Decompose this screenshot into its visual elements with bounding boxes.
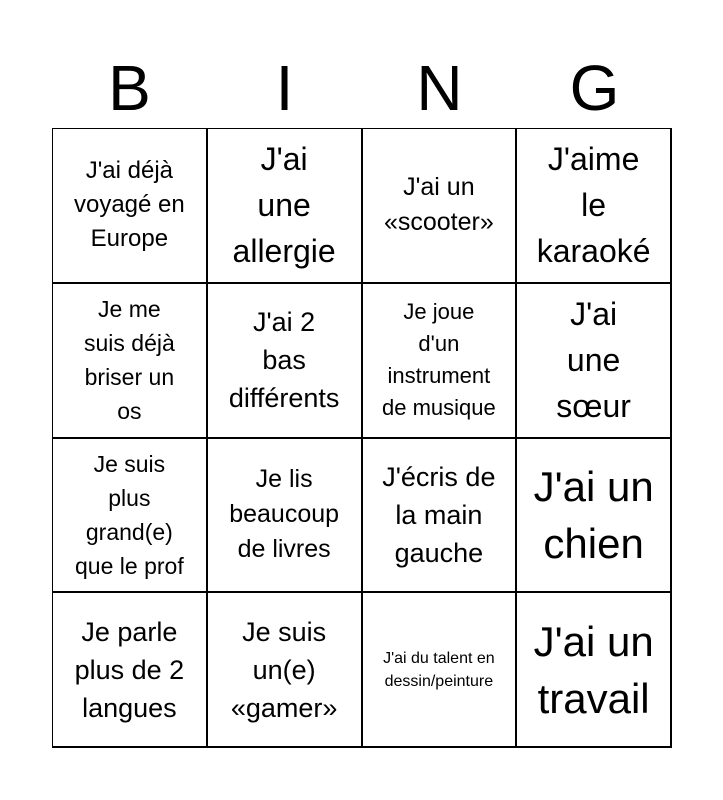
bingo-cell-r4-c2[interactable]	[208, 593, 363, 748]
cell-text: J'ai une sœur	[556, 296, 631, 425]
header-letter-g: G	[569, 52, 620, 124]
bingo-cell-r3-c1[interactable]	[53, 439, 208, 594]
bingo-header	[52, 48, 672, 128]
cell-text: J'ai 2 bas différents	[228, 307, 340, 414]
bingo-cell-r3-c4[interactable]	[517, 439, 672, 594]
bingo-cell-r1-c3[interactable]	[363, 129, 518, 284]
header-letter-b: B	[108, 52, 151, 124]
cell-text: Je joue d'un instrument de musique	[382, 299, 496, 421]
bingo-cell-r2-c2[interactable]	[208, 284, 363, 439]
bingo-cell-r1-c2[interactable]	[208, 129, 363, 284]
bingo-cell-r4-c1[interactable]	[53, 593, 208, 748]
bingo-cell-r2-c4[interactable]	[517, 284, 672, 439]
header-letter-n: N	[416, 52, 463, 124]
cell-text: J'aime le karaoké	[536, 141, 651, 270]
cell-text: J'ai un travail	[533, 617, 654, 722]
bingo-cell-r2-c1[interactable]	[53, 284, 208, 439]
cell-text: J'ai une allergie	[232, 141, 336, 270]
cell-text: Je parle plus de 2 langues	[74, 616, 185, 723]
bingo-cell-r4-c4[interactable]	[517, 593, 672, 748]
bingo-cell-r1-c1[interactable]	[53, 129, 208, 284]
bingo-cell-r2-c3[interactable]	[363, 284, 518, 439]
cell-text: J'écris de la main gauche	[382, 461, 496, 568]
cell-text: Je suis plus grand(e) que le prof	[75, 450, 184, 579]
bingo-cell-r3-c3[interactable]	[363, 439, 518, 594]
cell-text: Je lis beaucoup de livres	[229, 465, 340, 564]
cell-text: Je me suis déjà briser un os	[83, 296, 175, 425]
cell-text: J'ai déjà voyagé en Europe	[73, 157, 185, 253]
bingo-cell-r3-c2[interactable]	[208, 439, 363, 594]
header-letter-i: I	[275, 52, 294, 124]
cell-text: J'ai du talent en dessin/peinture	[383, 649, 495, 690]
cell-text: J'ai un «scooter»	[383, 173, 494, 237]
cell-text: J'ai un chien	[533, 462, 654, 567]
bingo-cell-r4-c3[interactable]	[363, 593, 518, 748]
bingo-cell-r1-c4[interactable]	[517, 129, 672, 284]
bingo-grid	[52, 128, 672, 748]
cell-text: Je suis un(e) «gamer»	[230, 616, 338, 723]
